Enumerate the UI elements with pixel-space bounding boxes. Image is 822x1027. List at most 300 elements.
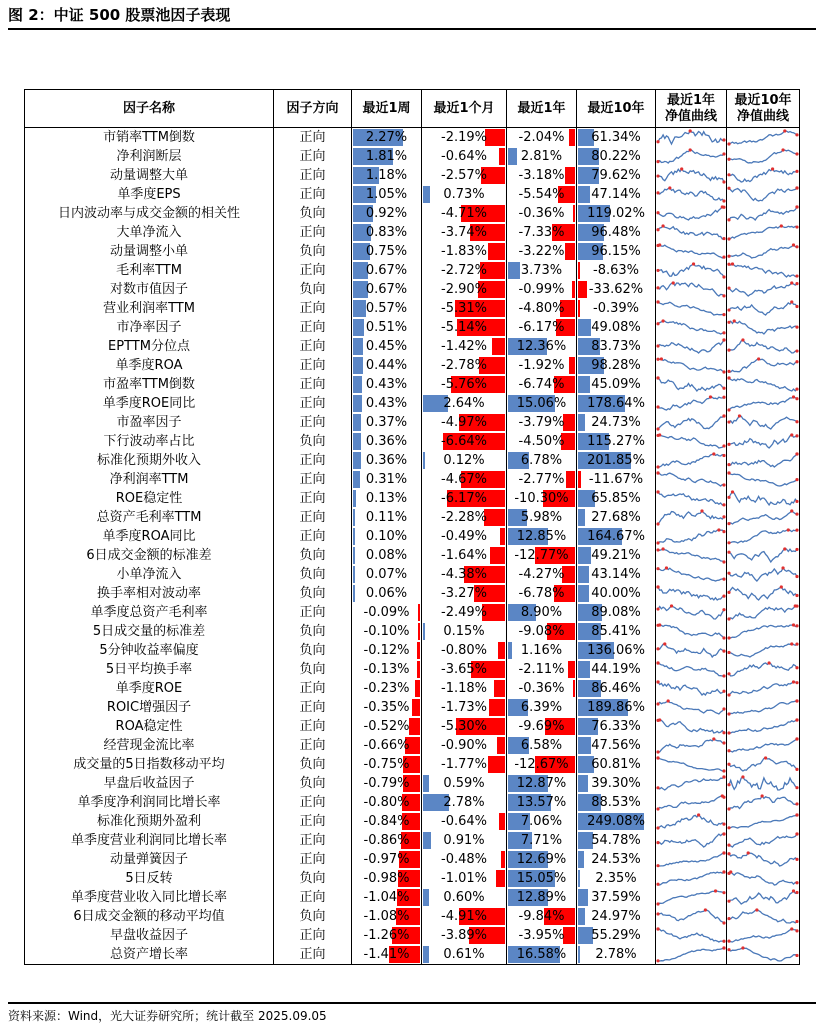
return-month-value: -2.19% — [441, 130, 487, 145]
factor-name: 对数市值因子 — [25, 280, 274, 299]
spark-10y-cell — [727, 527, 800, 546]
return-month-cell — [422, 299, 507, 318]
factor-direction: 正向 — [274, 489, 352, 508]
spark-10y-marker — [795, 624, 798, 627]
return-week-cell — [352, 356, 422, 375]
return-year-value: 6.78% — [520, 453, 563, 468]
factor-name: 动量弹簧因子 — [25, 850, 274, 869]
spark-1y-cell — [656, 945, 727, 965]
spark-1y-sparkline — [656, 603, 726, 622]
spark-1y-line — [658, 359, 724, 372]
return-ten-year-bar — [578, 300, 580, 317]
spark-1y-line — [658, 739, 724, 752]
spark-1y-line — [658, 587, 724, 600]
return-month-value: -1.64% — [441, 548, 487, 563]
return-month-cell — [422, 755, 507, 774]
spark-10y-line — [729, 929, 797, 942]
spark-10y-line — [729, 587, 797, 600]
return-week-value: 0.44% — [365, 358, 408, 373]
spark-1y-marker — [656, 405, 659, 408]
spark-10y-marker — [795, 813, 798, 816]
return-year-cell — [507, 679, 577, 698]
spark-10y-cell — [727, 128, 800, 148]
spark-10y-cell — [727, 223, 800, 242]
return-ten-year-bar — [578, 319, 591, 336]
return-month-value: 0.15% — [443, 624, 485, 639]
spark-1y-marker — [656, 541, 659, 544]
return-ten-year-cell — [577, 565, 656, 584]
spark-10y-marker — [727, 672, 730, 675]
return-ten-year-cell — [577, 660, 656, 679]
return-month-cell — [422, 641, 507, 660]
spark-10y-sparkline — [727, 907, 799, 926]
return-month-cell — [422, 603, 507, 622]
header-spark-1y-label: 最近1年 净值曲线 — [664, 92, 717, 124]
return-month-cell — [422, 850, 507, 869]
return-month-cell — [422, 508, 507, 527]
spark-10y-marker — [727, 158, 730, 161]
return-week-cell — [352, 147, 422, 166]
spark-10y-marker — [764, 756, 767, 759]
spark-10y-cell — [727, 698, 800, 717]
spark-1y-marker — [722, 796, 725, 799]
spark-1y-cell — [656, 508, 727, 527]
spark-1y-marker — [722, 515, 725, 518]
spark-1y-line — [658, 226, 724, 239]
spark-10y-cell — [727, 261, 800, 280]
spark-1y-marker — [722, 530, 725, 533]
spark-10y-marker — [795, 500, 798, 503]
spark-10y-cell — [727, 375, 800, 394]
spark-10y-marker — [727, 617, 730, 620]
spark-1y-line — [658, 644, 724, 657]
spark-10y-line — [729, 777, 797, 790]
spark-1y-line — [658, 435, 724, 448]
return-year-value: 2.81% — [520, 149, 563, 164]
return-week-cell — [352, 299, 422, 318]
spark-10y-marker — [731, 490, 734, 493]
spark-10y-marker — [727, 712, 730, 715]
return-month-value: -2.57% — [441, 168, 487, 183]
spark-1y-marker — [722, 275, 725, 278]
spark-10y-marker — [795, 681, 798, 684]
spark-10y-marker — [761, 794, 764, 797]
factor-direction: 负向 — [274, 565, 352, 584]
return-week-cell — [352, 166, 422, 185]
return-year-value: -4.80% — [518, 301, 565, 316]
return-ten-year-value: 164.67% — [587, 529, 645, 544]
return-ten-year-value: 119.02% — [587, 206, 645, 221]
spark-10y-marker — [727, 807, 730, 810]
return-ten-year-cell — [577, 508, 656, 527]
return-ten-year-cell — [577, 432, 656, 451]
return-year-cell — [507, 242, 577, 261]
return-month-bar — [423, 946, 429, 963]
spark-1y-marker — [661, 547, 664, 550]
spark-1y-line — [658, 131, 724, 144]
spark-10y-cell — [727, 793, 800, 812]
return-month-cell — [422, 565, 507, 584]
spark-1y-marker — [656, 191, 659, 194]
factor-name: 换手率相对波动率 — [25, 584, 274, 603]
factor-direction: 正向 — [274, 375, 352, 394]
spark-1y-marker — [712, 452, 715, 455]
spark-1y-cell — [656, 261, 727, 280]
spark-1y-marker — [722, 294, 725, 297]
return-year-value: 5.98% — [520, 510, 563, 525]
return-year-cell — [507, 622, 577, 641]
spark-10y-marker — [781, 148, 784, 151]
return-month-bar — [423, 832, 431, 849]
spark-1y-cell — [656, 850, 727, 869]
spark-1y-marker — [656, 269, 659, 272]
return-month-value: -4.71% — [441, 206, 487, 221]
spark-10y-sparkline — [727, 185, 799, 204]
spark-10y-marker — [795, 512, 798, 515]
spark-1y-marker — [722, 921, 725, 924]
spark-10y-marker — [727, 651, 730, 654]
return-year-cell — [507, 641, 577, 660]
spark-10y-marker — [733, 319, 736, 322]
spark-1y-sparkline — [656, 394, 726, 413]
return-ten-year-value: 44.19% — [591, 662, 641, 677]
return-month-cell — [422, 736, 507, 755]
factor-direction: 负向 — [274, 204, 352, 223]
table-row — [25, 926, 800, 945]
factor-name: 成交量的5日指数移动平均 — [25, 755, 274, 774]
spark-1y-marker — [722, 483, 725, 486]
spark-1y-cell — [656, 660, 727, 679]
spark-1y-sparkline — [656, 888, 726, 907]
spark-1y-cell — [656, 242, 727, 261]
return-ten-year-value: 89.08% — [591, 605, 641, 620]
return-month-cell — [422, 242, 507, 261]
spark-1y-sparkline — [656, 508, 726, 527]
factor-direction: 正向 — [274, 527, 352, 546]
spark-1y-marker — [722, 152, 725, 155]
spark-1y-marker — [722, 608, 725, 611]
return-ten-year-cell — [577, 242, 656, 261]
factor-name: 净利润断层 — [25, 147, 274, 166]
return-week-bar — [353, 566, 355, 583]
return-year-value: 7.71% — [520, 833, 563, 848]
table-row — [25, 337, 800, 356]
spark-10y-sparkline — [727, 128, 799, 147]
return-week-cell — [352, 280, 422, 299]
return-ten-year-value: 47.14% — [591, 187, 641, 202]
factor-direction: 正向 — [274, 926, 352, 945]
spark-1y-sparkline — [656, 299, 726, 318]
factor-name: 单季度ROE同比 — [25, 394, 274, 413]
factor-direction: 正向 — [274, 299, 352, 318]
return-month-cell — [422, 356, 507, 375]
return-month-bar — [499, 148, 505, 165]
return-ten-year-value: 80.22% — [591, 149, 641, 164]
return-week-cell — [352, 641, 422, 660]
return-ten-year-value: -8.63% — [593, 263, 639, 278]
spark-10y-sparkline — [727, 166, 799, 185]
factor-direction: 正向 — [274, 850, 352, 869]
return-month-bar — [489, 699, 505, 716]
spark-1y-line — [658, 682, 724, 695]
header-factor-name: 因子名称 — [25, 90, 274, 128]
spark-10y-marker — [795, 858, 798, 861]
return-week-value: -1.26% — [363, 928, 410, 943]
spark-10y-cell — [727, 508, 800, 527]
spark-10y-marker — [795, 699, 798, 702]
spark-10y-sparkline — [727, 717, 799, 736]
spark-1y-sparkline — [656, 717, 726, 736]
return-ten-year-cell — [577, 698, 656, 717]
spark-1y-sparkline — [656, 679, 726, 698]
return-month-cell — [422, 926, 507, 945]
factor-name: 小单净流入 — [25, 565, 274, 584]
spark-10y-line — [729, 511, 797, 524]
spark-1y-sparkline — [656, 432, 726, 451]
spark-1y-sparkline — [656, 413, 726, 432]
return-week-value: -0.10% — [363, 624, 410, 639]
return-month-value: -0.49% — [441, 529, 487, 544]
spark-1y-line — [658, 264, 724, 277]
return-year-cell — [507, 755, 577, 774]
spark-10y-line — [729, 321, 797, 334]
spark-1y-marker — [665, 566, 668, 569]
table-row — [25, 356, 800, 375]
spark-10y-marker — [727, 749, 730, 752]
factor-direction: 负向 — [274, 774, 352, 793]
spark-10y-sparkline — [727, 888, 799, 907]
spark-10y-marker — [795, 245, 798, 248]
spark-1y-sparkline — [656, 869, 726, 888]
return-year-cell — [507, 869, 577, 888]
return-week-value: -0.98% — [363, 871, 410, 886]
return-week-cell — [352, 375, 422, 394]
spark-1y-marker — [656, 286, 659, 289]
spark-1y-marker — [700, 509, 703, 512]
table-row — [25, 280, 800, 299]
return-week-value: -0.97% — [363, 852, 410, 867]
spark-10y-sparkline — [727, 679, 799, 698]
return-ten-year-bar — [578, 946, 580, 963]
return-year-value: -12.67% — [514, 757, 569, 772]
factor-name: 单季度ROE — [25, 679, 274, 698]
return-month-cell — [422, 147, 507, 166]
return-week-cell — [352, 717, 422, 736]
return-month-cell — [422, 128, 507, 148]
return-month-value: 0.59% — [443, 776, 485, 791]
spark-1y-line — [658, 378, 724, 391]
spark-10y-marker — [729, 870, 732, 873]
spark-10y-marker — [795, 170, 798, 173]
return-month-value: -4.38% — [441, 567, 487, 582]
spark-1y-sparkline — [656, 375, 726, 394]
spark-10y-marker — [727, 522, 730, 525]
return-ten-year-value: 49.08% — [591, 320, 641, 335]
return-month-bar — [492, 338, 505, 355]
return-year-cell — [507, 223, 577, 242]
spark-1y-marker — [656, 883, 659, 886]
spark-1y-line — [658, 796, 724, 809]
spark-10y-marker — [795, 360, 798, 363]
return-month-cell — [422, 812, 507, 831]
return-week-value: 0.37% — [365, 415, 408, 430]
factor-name: 日内波动率与成交金额的相关性 — [25, 204, 274, 223]
return-year-cell — [507, 831, 577, 850]
return-ten-year-bar — [578, 414, 585, 431]
return-week-value: -0.35% — [363, 700, 410, 715]
spark-10y-line — [729, 549, 797, 562]
spark-10y-sparkline — [727, 565, 799, 584]
spark-10y-marker — [727, 237, 730, 240]
spark-10y-marker — [727, 420, 730, 423]
return-year-cell — [507, 812, 577, 831]
table-row — [25, 850, 800, 869]
spark-10y-line — [729, 264, 797, 277]
spark-10y-marker — [727, 636, 730, 639]
factor-direction: 负向 — [274, 280, 352, 299]
spark-10y-marker — [727, 255, 730, 258]
spark-10y-sparkline — [727, 622, 799, 641]
return-year-value: -2.11% — [518, 662, 565, 677]
spark-1y-cell — [656, 280, 727, 299]
return-month-bar — [423, 452, 425, 469]
factor-name: 大单净流入 — [25, 223, 274, 242]
spark-10y-marker — [741, 775, 744, 778]
spark-1y-marker — [689, 129, 692, 132]
return-year-cell — [507, 850, 577, 869]
return-month-cell — [422, 375, 507, 394]
return-year-value: -5.54% — [518, 187, 565, 202]
spark-10y-line — [729, 378, 797, 391]
return-week-value: -0.79% — [363, 776, 410, 791]
return-ten-year-cell — [577, 945, 656, 965]
spark-10y-cell — [727, 242, 800, 261]
spark-10y-marker — [780, 224, 783, 227]
return-year-value: -9.69% — [518, 719, 565, 734]
spark-1y-line — [658, 454, 724, 467]
spark-1y-marker — [722, 946, 725, 949]
return-week-cell — [352, 622, 422, 641]
spark-1y-sparkline — [656, 223, 726, 242]
spark-10y-sparkline — [727, 660, 799, 679]
return-week-value: -0.52% — [363, 719, 410, 734]
header-week: 最近1周 — [352, 90, 422, 128]
return-month-value: -4.97% — [441, 415, 487, 430]
spark-10y-marker — [795, 305, 798, 308]
spark-10y-line — [729, 150, 797, 163]
return-month-cell — [422, 907, 507, 926]
return-ten-year-value: 39.30% — [591, 776, 641, 791]
spark-10y-cell — [727, 660, 800, 679]
spark-1y-marker — [722, 560, 725, 563]
spark-1y-marker — [656, 927, 659, 930]
spark-1y-cell — [656, 432, 727, 451]
spark-1y-marker — [658, 433, 661, 436]
return-year-cell — [507, 147, 577, 166]
spark-1y-marker — [722, 674, 725, 677]
return-ten-year-value: 24.53% — [591, 852, 641, 867]
factor-name: 单季度ROA — [25, 356, 274, 375]
return-ten-year-value: 96.15% — [591, 244, 641, 259]
spark-1y-marker — [722, 454, 725, 457]
return-month-bar — [497, 737, 505, 754]
spark-10y-marker — [795, 666, 798, 669]
spark-1y-marker — [704, 908, 707, 911]
return-week-value: 0.67% — [365, 263, 408, 278]
table-row — [25, 185, 800, 204]
spark-1y-sparkline — [656, 356, 726, 375]
spark-1y-marker — [722, 891, 725, 894]
spark-1y-sparkline — [656, 280, 726, 299]
return-ten-year-value: 249.08% — [587, 814, 645, 829]
return-week-cell — [352, 489, 422, 508]
return-week-bar — [417, 661, 420, 678]
spark-1y-marker — [656, 585, 659, 588]
return-ten-year-cell — [577, 128, 656, 148]
spark-1y-marker — [689, 148, 692, 151]
spark-1y-marker — [656, 522, 659, 525]
return-week-bar — [353, 414, 361, 431]
spark-10y-marker — [727, 471, 730, 474]
spark-1y-marker — [722, 256, 725, 259]
spark-10y-line — [729, 131, 797, 144]
spark-10y-line — [729, 739, 797, 752]
spark-1y-line — [658, 150, 724, 163]
return-month-value: -5.76% — [441, 377, 487, 392]
spark-1y-sparkline — [656, 812, 726, 831]
return-week-cell — [352, 736, 422, 755]
spark-1y-line — [658, 473, 724, 486]
return-week-cell — [352, 584, 422, 603]
factor-direction: 正向 — [274, 413, 352, 432]
spark-10y-marker — [790, 300, 793, 303]
spark-1y-marker — [722, 636, 725, 639]
spark-10y-line — [729, 701, 797, 714]
return-year-value: 8.90% — [520, 605, 563, 620]
spark-1y-cell — [656, 166, 727, 185]
return-month-cell — [422, 261, 507, 280]
return-month-value: -1.73% — [441, 700, 487, 715]
spark-1y-cell — [656, 375, 727, 394]
spark-1y-marker — [656, 702, 659, 705]
spark-10y-marker — [727, 940, 730, 943]
factor-name: 早盘收益因子 — [25, 926, 274, 945]
return-ten-year-bar — [578, 775, 588, 792]
return-year-value: -10.30% — [514, 491, 569, 506]
return-week-value: 0.08% — [365, 548, 408, 563]
spark-10y-marker — [755, 908, 758, 911]
spark-1y-line — [658, 321, 724, 334]
spark-10y-line — [729, 815, 797, 828]
return-year-value: -9.08% — [518, 624, 565, 639]
spark-10y-sparkline — [727, 413, 799, 432]
return-week-cell — [352, 565, 422, 584]
spark-1y-marker — [722, 338, 725, 341]
spark-1y-cell — [656, 185, 727, 204]
factor-direction: 正向 — [274, 470, 352, 489]
return-week-value: 0.10% — [365, 529, 408, 544]
spark-1y-marker — [656, 344, 659, 347]
spark-1y-line — [658, 929, 724, 942]
spark-10y-marker — [727, 783, 730, 786]
return-month-cell — [422, 337, 507, 356]
table-row — [25, 204, 800, 223]
return-ten-year-cell — [577, 470, 656, 489]
spark-1y-cell — [656, 394, 727, 413]
spark-1y-line — [658, 948, 724, 961]
spark-10y-marker — [727, 443, 730, 446]
return-month-cell — [422, 869, 507, 888]
